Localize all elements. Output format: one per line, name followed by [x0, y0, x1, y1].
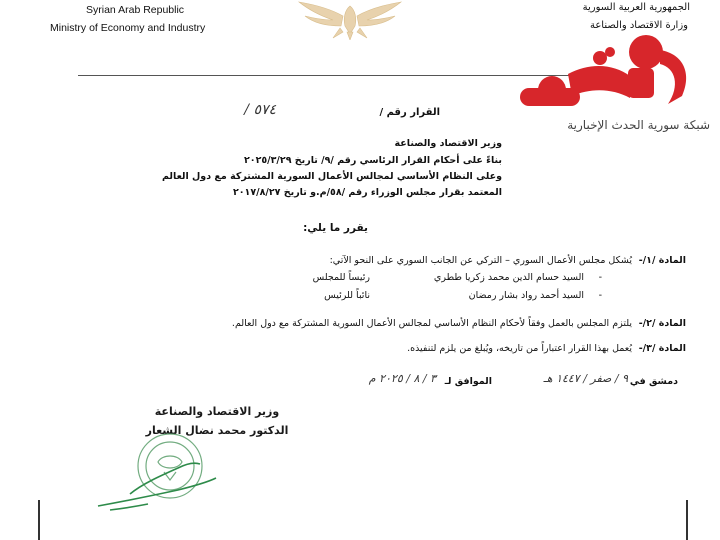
official-stamp-icon [90, 428, 250, 528]
decision-number-value: ٥٧٤ / [244, 102, 276, 118]
member-1-role: رئيساً للمجلس [312, 272, 370, 283]
ministry-en: Ministry of Economy and Industry [50, 22, 206, 34]
bullet: - [598, 272, 602, 283]
date-middle: الموافق لـ [444, 376, 492, 387]
preamble-line-2: بناءً على أحكام القرار الرئاسي رقم /٩/ تاريخ ٢٠٢٥/٣/٢٩ [243, 155, 502, 166]
bullet: - [598, 290, 602, 301]
article-2-label: المادة /٢/- [638, 318, 686, 329]
date-prefix: دمشق في [629, 376, 678, 387]
country-ar: الجمهورية العربية السورية [582, 2, 690, 13]
article-2-text: يلتزم المجلس بالعمل وفقاً لأحكام النظام الأساسي لمجالس الأعمال السورية المشتركة مع دول العالم. [231, 318, 632, 329]
article-3-label: المادة /٣/- [638, 343, 686, 354]
eagle-emblem-icon [285, 0, 415, 40]
article-1-text: يُشكل مجلس الأعمال السوري – التركي عن الجانب السوري على النحو الآتي: [329, 255, 632, 266]
article-1-label: المادة /١/- [638, 255, 686, 266]
signature-name: الدكتور محمد نضال الشعار [145, 424, 289, 437]
article-3-text: يُعمل بهذا القرار اعتباراً من تاريخه، ويُبلغ من يلزم لتنفيذه. [407, 343, 632, 354]
member-2-role: نائباً للرئيس [324, 290, 370, 301]
preamble-line-3: وعلى النظام الأساسي لمجالس الأعمال السورية المشتركة مع دول العالم [161, 171, 502, 182]
country-en: Syrian Arab Republic [86, 4, 185, 16]
member-1-name: السيد حسام الدين محمد زكريا ططري [433, 272, 584, 283]
preamble-line-1: وزير الاقتصاد والصناعة [394, 138, 502, 149]
decision-number-label: القرار رقم / [379, 107, 440, 118]
member-2-name: السيد أحمد رواد بشار رمضان [468, 290, 584, 301]
page-edge-left [38, 500, 40, 540]
preamble-line-4: المعتمد بقرار مجلس الوزراء رقم /٥٨/م.و تاريخ ٢٠١٧/٨/٢٧ [232, 187, 502, 198]
logo-subtitle: شبكة سورية الحدث الإخبارية [567, 118, 710, 132]
date-hijri: ٩ / صفر / ١٤٤٧ هـ [543, 372, 628, 385]
decides-heading: يقرر ما يلي: [303, 222, 368, 234]
page-edge-right [686, 500, 688, 540]
signature-title: وزير الاقتصاد والصناعة [154, 405, 280, 418]
ministry-ar: وزارة الاقتصاد والصناعة [589, 20, 688, 31]
date-gregorian: ٣ / ٨ / ٢٠٢٥ م [368, 372, 436, 385]
